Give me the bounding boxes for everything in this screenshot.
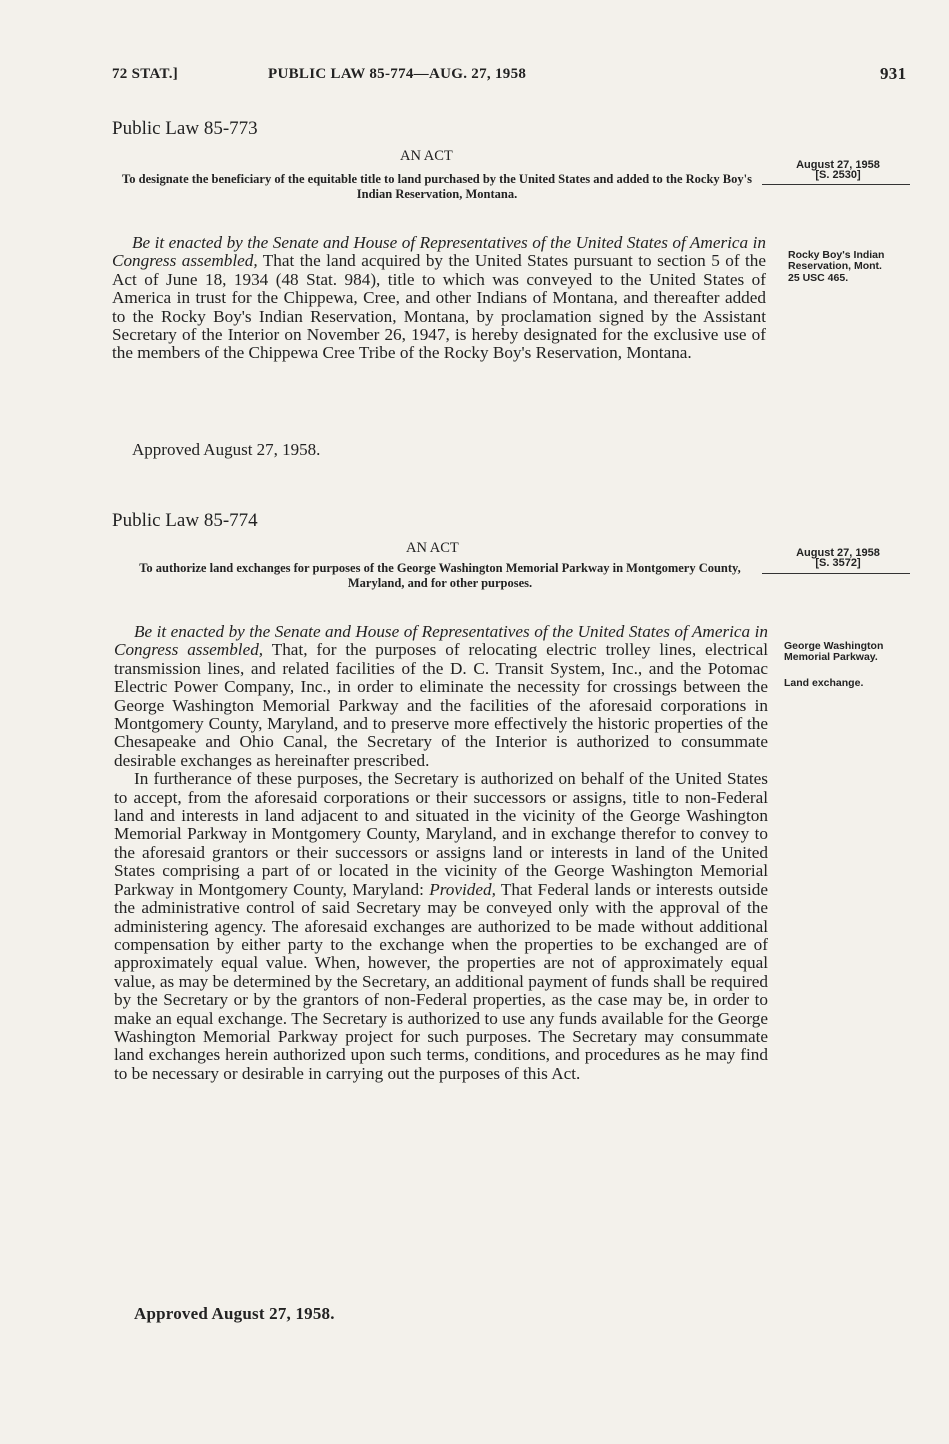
law2-para1: That, for the purposes of relocating electric trolley lines, electrical transmission lines, and related facilities of the D. C. Transit System, Inc., and the Potomac Electric Power Company, Inc., in order to eliminate the necessity for crossings between the George Washington Memorial Parkway and the facilities of the aforesaid corporations in Montgomery County, Maryland, and to preserve more effectively the historic properties of the Chesapeake and Ohio Canal, the Secretary of the Interior is authorized to consummate desirable exchanges as hereinafter prescribed. <box>114 640 768 770</box>
law1-title: Public Law 85-773 <box>112 118 258 139</box>
law2-title: Public Law 85-774 <box>112 510 258 531</box>
law2-margin-rule <box>762 573 910 574</box>
law2-para2: In furtherance of these purposes, the Secretary is authorized on behalf of the United States to accept, from the aforesaid corporations or their successors or assigns, title to non-Federal land and interests in land adjacent to and situated in the vicinity of the George Washington Memorial Parkway in Montgomery County, Maryland, and in exchange therefor to convey to the aforesaid grantors or their successors or assigns land or interests in land of the United States comprising a part of or located in the vicinity of the George Washington Memorial Parkway in Montgomery County, Maryland: <box>114 769 768 899</box>
law2-para2-cont: That Federal lands or interests outside the administrative control of said Secretary may be conveyed only with the approval of the administering agency. The aforesaid exchanges are authorized to be made without additional compensation by either party to the exchange when the properties to be exchanged are of approximately equal value. When, however, the properties are not of approximately equal value, as may be determined by the Secretary, an additional payment of funds shall be required by the Secretary or by the grantors of non-Federal properties, as the case may be, in order to make an equal exchange. The Secretary is authorized to use any funds available for the George Washington Memorial Parkway project for such purposes. The Secretary may consummate land exchanges herein authorized upon such terms, conditions, and procedures as he may find to be necessary or desirable in carrying out the purposes of this Act. <box>114 879 768 1083</box>
law2-enacting-clause: Be it enacted by the Senate and House of Representatives of the United States of America in Congress assembled, <box>114 622 768 660</box>
law2-purpose: To authorize land exchanges for purposes of the George Washington Memorial Parkway in Montgomery County, Maryland, and for other purposes. <box>139 561 741 590</box>
law2-margin-topic: Land exchange. <box>784 677 864 689</box>
header-title: PUBLIC LAW 85-774—AUG. 27, 1958 <box>268 66 527 82</box>
law1-margin-note: Rocky Boy's Indian Reservation, Mont. <box>788 249 885 272</box>
law1-an-act: AN ACT <box>400 148 453 164</box>
law2-body <box>114 623 768 1083</box>
law1-purpose: To designate the beneficiary of the equitable title to land purchased by the United States and added to the Rocky Boy's Indian Reservation, Montana. <box>122 172 752 201</box>
law1-bill-number: [S. 2530] <box>815 169 861 181</box>
law1-date: August 27, 1958 <box>796 159 880 171</box>
law2-an-act: AN ACT <box>406 540 459 556</box>
page-number: 931 <box>880 64 907 83</box>
law1-approved: Approved August 27, 1958. <box>132 440 321 459</box>
law2-bill-number: [S. 3572] <box>815 557 861 569</box>
law2-date: August 27, 1958 <box>796 547 880 559</box>
law1-text: That the land acquired by the United States pursuant to section 5 of the Act of June 18, 1934 (48 Stat. 984), title to which was conveyed to the United States of America in trust for the Chippewa, Cree, and other Indians of Montana, and thereafter added to the Rocky Boy's Indian Reservation, Montana, by proclamation signed by the Assistant Secretary of the Interior on November 26, 1947, is hereby designated for the exclusive use of the members of the Chippewa Cree Tribe of the Rocky Boy's Reservation, Montana. <box>112 251 766 363</box>
law1-body <box>112 234 766 363</box>
law1-enacting-clause: Be it enacted by the Senate and House of Representatives of the United States of America in Congress assembled, <box>112 233 766 271</box>
law2-approved: Approved August 27, 1958. <box>134 1304 335 1323</box>
law1-margin-rule <box>762 184 910 185</box>
law1-margin-citation: 25 USC 465. <box>788 272 849 284</box>
header-volume: 72 STAT.] <box>112 66 179 82</box>
law2-provided: Provided, <box>429 879 496 899</box>
law2-margin-note: George Washington Memorial Parkway. <box>784 640 884 663</box>
